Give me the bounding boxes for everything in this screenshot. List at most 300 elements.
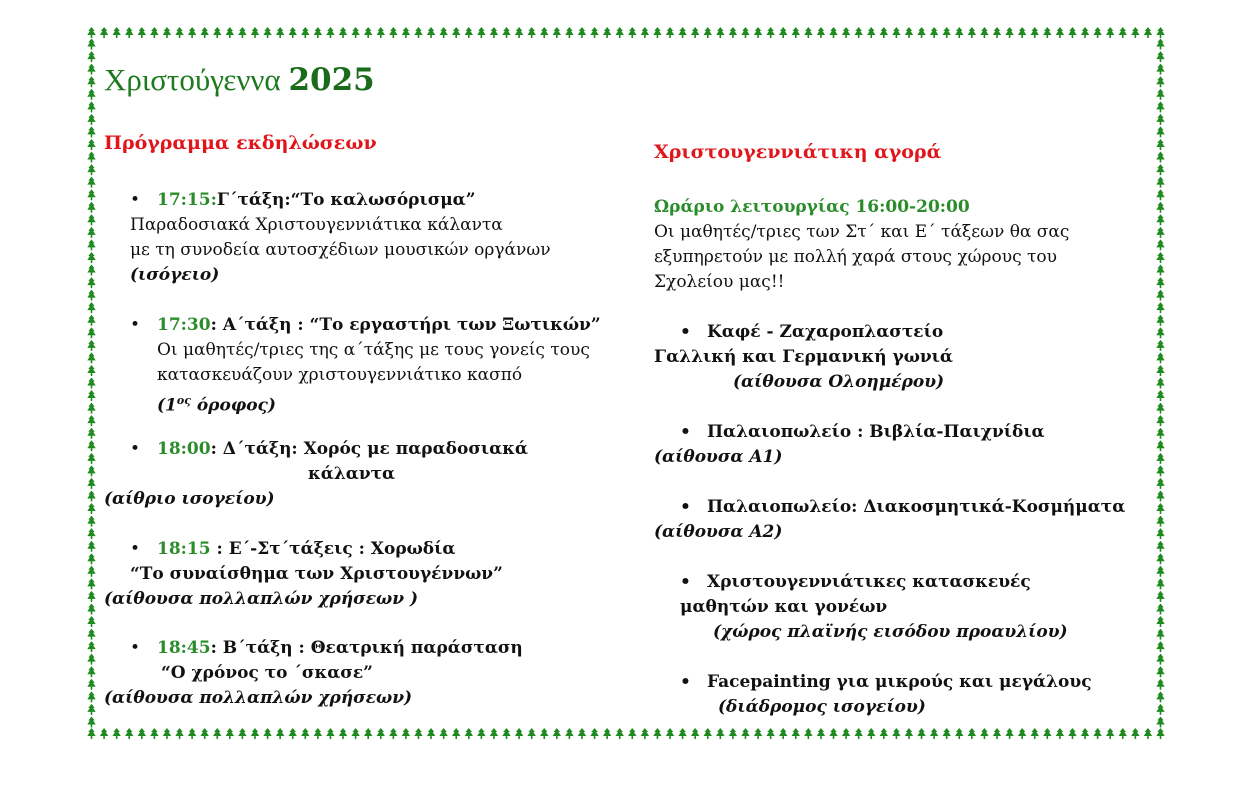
christmas-tree-icon xyxy=(1156,101,1164,112)
christmas-tree-icon xyxy=(854,27,862,38)
christmas-tree-icon xyxy=(188,27,196,38)
christmas-tree-icon xyxy=(1156,704,1164,715)
christmas-tree-icon xyxy=(87,164,95,175)
christmas-tree-icon xyxy=(439,728,447,739)
christmas-tree-icon xyxy=(1156,302,1164,313)
christmas-tree-icon xyxy=(1081,27,1089,38)
bullet-icon: • xyxy=(130,315,141,335)
program-event xyxy=(130,188,551,288)
christmas-tree-icon xyxy=(641,27,649,38)
christmas-tree-icon xyxy=(716,27,724,38)
christmas-tree-icon xyxy=(414,728,422,739)
christmas-tree-icon xyxy=(87,227,95,238)
christmas-tree-icon xyxy=(540,27,548,38)
christmas-tree-icon xyxy=(87,76,95,87)
christmas-tree-icon xyxy=(1156,76,1164,87)
christmas-tree-icon xyxy=(1156,390,1164,401)
christmas-tree-icon xyxy=(1156,553,1164,564)
christmas-tree-icon xyxy=(955,728,963,739)
christmas-tree-icon xyxy=(678,728,686,739)
christmas-tree-icon xyxy=(804,27,812,38)
christmas-tree-icon xyxy=(917,728,925,739)
christmas-tree-icon xyxy=(87,403,95,414)
bullet-icon: • xyxy=(130,539,141,559)
christmas-tree-icon xyxy=(905,728,913,739)
christmas-tree-icon xyxy=(87,603,95,614)
page-title xyxy=(104,62,375,98)
christmas-tree-icon xyxy=(1043,27,1051,38)
christmas-tree-icon xyxy=(238,27,246,38)
christmas-tree-icon xyxy=(452,27,460,38)
christmas-tree-icon xyxy=(1031,728,1039,739)
christmas-tree-icon xyxy=(87,51,95,62)
christmas-tree-icon xyxy=(87,528,95,539)
program-event xyxy=(130,313,601,419)
christmas-tree-icon xyxy=(1106,728,1114,739)
christmas-tree-icon xyxy=(125,728,133,739)
christmas-tree-icon xyxy=(779,728,787,739)
christmas-tree-icon xyxy=(943,728,951,739)
event-title: : Δ΄τάξη: Χορός με παραδοσιακά xyxy=(210,439,529,459)
christmas-tree-icon xyxy=(87,666,95,677)
christmas-tree-icon xyxy=(1081,728,1089,739)
stand-title: Facepainting για μικρούς και μεγάλους xyxy=(707,672,1092,692)
bullet-icon: • xyxy=(130,638,141,658)
event-time: 18:15 xyxy=(157,539,211,559)
christmas-tree-icon xyxy=(1156,64,1164,75)
christmas-tree-icon xyxy=(955,27,963,38)
christmas-tree-icon xyxy=(87,728,95,739)
christmas-tree-icon xyxy=(779,27,787,38)
christmas-tree-icon xyxy=(540,728,548,739)
christmas-tree-icon xyxy=(1156,415,1164,426)
christmas-tree-icon xyxy=(465,728,473,739)
christmas-tree-icon xyxy=(87,541,95,552)
christmas-tree-icon xyxy=(766,728,774,739)
intro-line: εξυπηρετούν με πολλή χαρά στους χώρους του xyxy=(654,247,1057,267)
christmas-tree-icon xyxy=(389,728,397,739)
christmas-tree-icon xyxy=(930,728,938,739)
program-event xyxy=(130,537,503,587)
christmas-tree-icon xyxy=(993,728,1001,739)
christmas-tree-icon xyxy=(880,728,888,739)
christmas-tree-icon xyxy=(704,728,712,739)
christmas-tree-icon xyxy=(1156,139,1164,150)
christmas-tree-icon xyxy=(87,327,95,338)
program-event xyxy=(130,437,528,487)
christmas-tree-icon xyxy=(364,728,372,739)
event-description: Οι μαθητές/τριες της α΄τάξης με τους γονείς τους xyxy=(157,340,590,360)
christmas-tree-icon xyxy=(1156,716,1164,727)
christmas-tree-icon xyxy=(87,553,95,564)
christmas-tree-icon xyxy=(87,64,95,75)
christmas-tree-icon xyxy=(339,728,347,739)
christmas-tree-icon xyxy=(87,302,95,313)
christmas-tree-icon xyxy=(1156,177,1164,188)
christmas-tree-icon xyxy=(87,365,95,376)
christmas-tree-icon xyxy=(188,728,196,739)
christmas-tree-icon xyxy=(754,27,762,38)
christmas-tree-icon xyxy=(251,728,259,739)
christmas-tree-icon xyxy=(490,728,498,739)
christmas-tree-icon xyxy=(1156,378,1164,389)
program-heading: Πρόγραμμα εκδηλώσεων xyxy=(104,132,377,154)
opening-hours: Ωράριο λειτουργίας 16:00-20:00 xyxy=(654,197,970,217)
christmas-tree-icon xyxy=(704,27,712,38)
christmas-tree-icon xyxy=(87,89,95,100)
christmas-tree-icon xyxy=(87,315,95,326)
christmas-tree-icon xyxy=(125,27,133,38)
christmas-tree-icon xyxy=(251,27,259,38)
christmas-tree-icon xyxy=(1131,27,1139,38)
christmas-tree-icon xyxy=(1005,728,1013,739)
christmas-tree-icon xyxy=(1156,478,1164,489)
christmas-tree-icon xyxy=(1156,503,1164,514)
christmas-tree-icon xyxy=(1156,265,1164,276)
christmas-tree-icon xyxy=(1156,578,1164,589)
christmas-tree-icon xyxy=(653,728,661,739)
christmas-tree-icon xyxy=(87,390,95,401)
event-place: (αίθουσα πολλαπλών χρήσεων) xyxy=(104,688,413,708)
christmas-tree-icon xyxy=(263,728,271,739)
christmas-tree-icon xyxy=(87,340,95,351)
stand-place: (χώρος πλαϊνής εισόδου προαυλίου) xyxy=(713,622,1068,642)
christmas-tree-icon xyxy=(1156,465,1164,476)
stand-title: Παλαιοπωλείο: Διακοσμητικά-Κοσμήματα xyxy=(707,497,1126,517)
christmas-tree-icon xyxy=(226,27,234,38)
christmas-tree-icon xyxy=(87,453,95,464)
christmas-tree-icon xyxy=(930,27,938,38)
christmas-tree-icon xyxy=(741,27,749,38)
christmas-tree-icon xyxy=(829,728,837,739)
christmas-tree-icon xyxy=(377,728,385,739)
christmas-tree-icon xyxy=(515,27,523,38)
christmas-tree-icon xyxy=(138,728,146,739)
christmas-tree-icon xyxy=(1093,27,1101,38)
christmas-tree-icon xyxy=(590,728,598,739)
event-title: Γ΄τάξη:“Το καλωσόρισμα” xyxy=(216,190,476,210)
market-heading: Χριστουγεννιάτικη αγορά xyxy=(654,141,942,163)
christmas-tree-icon xyxy=(527,27,535,38)
christmas-tree-icon xyxy=(1068,728,1076,739)
christmas-tree-icon xyxy=(87,478,95,489)
christmas-tree-icon xyxy=(439,27,447,38)
christmas-tree-icon xyxy=(1043,728,1051,739)
christmas-tree-icon xyxy=(1156,641,1164,652)
christmas-tree-icon xyxy=(1156,453,1164,464)
christmas-tree-icon xyxy=(666,27,674,38)
stand-title: Παλαιοπωλείο : Βιβλία-Παιχνίδια xyxy=(707,422,1045,442)
christmas-tree-icon xyxy=(289,27,297,38)
christmas-tree-icon xyxy=(1156,89,1164,100)
christmas-tree-icon xyxy=(943,27,951,38)
christmas-tree-icon xyxy=(867,728,875,739)
bullet-icon: • xyxy=(680,572,691,592)
christmas-tree-icon xyxy=(87,616,95,627)
christmas-tree-icon xyxy=(1106,27,1114,38)
christmas-tree-icon xyxy=(87,378,95,389)
christmas-tree-icon xyxy=(1156,252,1164,263)
christmas-tree-icon xyxy=(138,27,146,38)
intro-line: Σχολείου μας!! xyxy=(654,272,785,292)
christmas-tree-icon xyxy=(87,189,95,200)
christmas-tree-icon xyxy=(87,152,95,163)
christmas-tree-icon xyxy=(968,27,976,38)
christmas-tree-icon xyxy=(163,27,171,38)
christmas-tree-icon xyxy=(980,27,988,38)
christmas-tree-icon xyxy=(238,728,246,739)
christmas-tree-icon xyxy=(804,728,812,739)
christmas-tree-icon xyxy=(1068,27,1076,38)
christmas-tree-icon xyxy=(175,728,183,739)
christmas-tree-icon xyxy=(1156,403,1164,414)
bullet-icon: • xyxy=(680,497,691,517)
christmas-tree-icon xyxy=(1156,315,1164,326)
event-time: 17:15: xyxy=(157,190,217,210)
christmas-tree-icon xyxy=(1119,728,1127,739)
christmas-tree-icon xyxy=(829,27,837,38)
market-section xyxy=(654,141,1154,717)
christmas-tree-icon xyxy=(1156,528,1164,539)
christmas-tree-icon xyxy=(880,27,888,38)
christmas-tree-icon xyxy=(87,277,95,288)
christmas-tree-icon xyxy=(87,352,95,363)
christmas-tree-icon xyxy=(87,139,95,150)
christmas-tree-icon xyxy=(691,27,699,38)
christmas-tree-icon xyxy=(402,728,410,739)
bullet-icon: • xyxy=(680,322,691,342)
event-title-line2: κάλαντα xyxy=(308,464,396,484)
event-place: (ισόγειο) xyxy=(130,265,220,285)
event-time: 17:30 xyxy=(157,315,211,335)
christmas-tree-icon xyxy=(1156,214,1164,225)
christmas-tree-icon xyxy=(892,728,900,739)
christmas-tree-icon xyxy=(993,27,1001,38)
christmas-tree-icon xyxy=(628,27,636,38)
christmas-tree-icon xyxy=(326,728,334,739)
event-description: κατασκευάζουν χριστουγεννιάτικο κασπό xyxy=(157,365,523,385)
christmas-tree-icon xyxy=(200,728,208,739)
christmas-tree-icon xyxy=(603,27,611,38)
stand-title-line2: Γαλλική και Γερμανική γωνιά xyxy=(654,347,953,367)
christmas-tree-icon xyxy=(87,415,95,426)
christmas-tree-icon xyxy=(666,728,674,739)
christmas-tree-icon xyxy=(867,27,875,38)
christmas-tree-icon xyxy=(817,27,825,38)
event-title: : Β΄τάξη : Θεατρική παράσταση xyxy=(210,638,523,658)
christmas-tree-icon xyxy=(502,27,510,38)
christmas-tree-icon xyxy=(427,27,435,38)
christmas-tree-icon xyxy=(1156,490,1164,501)
christmas-tree-icon xyxy=(766,27,774,38)
christmas-tree-icon xyxy=(1156,603,1164,614)
christmas-tree-icon xyxy=(578,728,586,739)
christmas-tree-icon xyxy=(150,27,158,38)
christmas-tree-icon xyxy=(112,728,120,739)
event-title-line2: “Το συναίσθημα των Χριστουγέννων” xyxy=(130,564,503,584)
christmas-tree-icon xyxy=(1156,327,1164,338)
event-place: (αίθουσα πολλαπλών χρήσεων ) xyxy=(104,589,418,609)
christmas-tree-icon xyxy=(87,440,95,451)
event-title: : Ε΄-Στ΄τάξεις : Χορωδία xyxy=(210,539,456,559)
christmas-tree-icon xyxy=(1144,728,1152,739)
christmas-tree-icon xyxy=(87,214,95,225)
christmas-tree-icon xyxy=(301,728,309,739)
bullet-icon: • xyxy=(130,190,141,210)
christmas-tree-icon xyxy=(616,27,624,38)
event-title-line2: “Ο χρόνος το ΄σκασε” xyxy=(161,663,373,683)
christmas-tree-icon xyxy=(980,728,988,739)
christmas-tree-icon xyxy=(1056,27,1064,38)
bullet-icon: • xyxy=(680,422,691,442)
christmas-tree-icon xyxy=(87,716,95,727)
stand-place: (διάδρομος ισογείου) xyxy=(718,697,926,717)
christmas-tree-icon xyxy=(87,704,95,715)
christmas-tree-icon xyxy=(917,27,925,38)
christmas-tree-icon xyxy=(276,728,284,739)
christmas-tree-icon xyxy=(1156,691,1164,702)
christmas-tree-icon xyxy=(100,728,108,739)
christmas-tree-icon xyxy=(289,728,297,739)
christmas-tree-icon xyxy=(351,27,359,38)
christmas-tree-icon xyxy=(1156,290,1164,301)
market-stand xyxy=(680,670,1092,695)
stand-place: (αίθουσα Α1) xyxy=(654,447,783,467)
christmas-tree-icon xyxy=(1056,728,1064,739)
christmas-tree-icon xyxy=(1156,654,1164,665)
market-intro xyxy=(654,195,1069,295)
christmas-tree-icon xyxy=(226,728,234,739)
christmas-tree-icon xyxy=(87,114,95,125)
program-section xyxy=(104,132,624,708)
christmas-tree-icon xyxy=(414,27,422,38)
christmas-tree-icon xyxy=(817,728,825,739)
christmas-tree-icon xyxy=(150,728,158,739)
christmas-tree-icon xyxy=(1018,27,1026,38)
christmas-tree-icon xyxy=(87,27,95,38)
bullet-icon: • xyxy=(680,672,691,692)
christmas-tree-icon xyxy=(1031,27,1039,38)
christmas-tree-icon xyxy=(1156,352,1164,363)
christmas-tree-icon xyxy=(87,177,95,188)
stand-title-line2: μαθητών και γονέων xyxy=(680,597,888,617)
christmas-tree-icon xyxy=(641,728,649,739)
christmas-tree-icon xyxy=(1156,666,1164,677)
event-place: ($1^{o\varsigma}$ όροφος) xyxy=(157,394,276,416)
christmas-tree-icon xyxy=(87,202,95,213)
christmas-tree-icon xyxy=(1156,616,1164,627)
title-year: 2025 xyxy=(288,62,375,98)
christmas-tree-icon xyxy=(502,728,510,739)
christmas-tree-icon xyxy=(1156,27,1164,38)
christmas-tree-icon xyxy=(1156,114,1164,125)
christmas-tree-icon xyxy=(1156,277,1164,288)
market-stand xyxy=(680,320,943,345)
christmas-tree-icon xyxy=(87,490,95,501)
christmas-tree-icon xyxy=(691,728,699,739)
christmas-tree-icon xyxy=(1156,591,1164,602)
stand-title: Χριστουγεννιάτικες κατασκευές xyxy=(707,572,1031,592)
christmas-tree-icon xyxy=(477,728,485,739)
christmas-tree-icon xyxy=(792,27,800,38)
christmas-tree-icon xyxy=(100,27,108,38)
christmas-tree-icon xyxy=(87,578,95,589)
christmas-tree-icon xyxy=(87,265,95,276)
christmas-tree-icon xyxy=(565,728,573,739)
christmas-tree-icon xyxy=(1131,728,1139,739)
christmas-tree-icon xyxy=(87,654,95,665)
stand-title: Καφέ - Ζαχαροπλαστείο xyxy=(707,322,944,342)
christmas-tree-icon xyxy=(729,27,737,38)
christmas-tree-icon xyxy=(553,27,561,38)
christmas-tree-icon xyxy=(87,629,95,640)
stand-place: (αίθουσα Α2) xyxy=(654,522,783,542)
market-stand xyxy=(680,420,1045,445)
christmas-tree-icon xyxy=(276,27,284,38)
christmas-tree-icon xyxy=(87,39,95,50)
christmas-tree-icon xyxy=(87,126,95,137)
event-description: με τη συνοδεία αυτοσχέδιων μουσικών οργάνων xyxy=(130,240,551,260)
christmas-tree-icon xyxy=(87,239,95,250)
christmas-tree-icon xyxy=(603,728,611,739)
christmas-tree-icon xyxy=(729,728,737,739)
christmas-tree-icon xyxy=(314,728,322,739)
christmas-tree-icon xyxy=(1156,202,1164,213)
christmas-tree-icon xyxy=(1156,516,1164,527)
christmas-tree-icon xyxy=(1156,152,1164,163)
christmas-tree-icon xyxy=(578,27,586,38)
christmas-tree-icon xyxy=(1156,189,1164,200)
market-stand xyxy=(680,570,1031,620)
program-event xyxy=(130,636,523,686)
christmas-tree-icon xyxy=(87,290,95,301)
christmas-tree-icon xyxy=(87,679,95,690)
christmas-tree-icon xyxy=(1119,27,1127,38)
christmas-tree-icon xyxy=(1156,428,1164,439)
christmas-tree-icon xyxy=(465,27,473,38)
bullet-icon: • xyxy=(130,439,141,459)
event-description: Παραδοσιακά Χριστουγεννιάτικα κάλαντα xyxy=(130,215,503,235)
event-time: 18:00 xyxy=(157,439,211,459)
christmas-tree-icon xyxy=(1156,39,1164,50)
christmas-tree-icon xyxy=(452,728,460,739)
christmas-tree-icon xyxy=(263,27,271,38)
christmas-tree-icon xyxy=(1156,126,1164,137)
christmas-tree-icon xyxy=(87,641,95,652)
christmas-tree-icon xyxy=(1093,728,1101,739)
christmas-tree-icon xyxy=(175,27,183,38)
christmas-tree-icon xyxy=(527,728,535,739)
christmas-tree-icon xyxy=(1156,365,1164,376)
christmas-tree-icon xyxy=(1156,51,1164,62)
market-stand xyxy=(680,495,1125,520)
stand-place: (αίθουσα Ολοημέρου) xyxy=(733,372,945,392)
intro-line: Οι μαθητές/τριες των Στ΄ και Ε΄ τάξεων θα σας xyxy=(654,222,1070,242)
event-place: (αίθριο ισογείου) xyxy=(104,489,275,509)
christmas-tree-icon xyxy=(1156,679,1164,690)
christmas-tree-icon xyxy=(1156,566,1164,577)
title-text: Χριστούγεννα xyxy=(104,62,281,97)
christmas-tree-icon xyxy=(968,728,976,739)
christmas-tree-icon xyxy=(1156,227,1164,238)
christmas-tree-icon xyxy=(854,728,862,739)
christmas-tree-icon xyxy=(553,728,561,739)
christmas-tree-icon xyxy=(1144,27,1152,38)
christmas-tree-icon xyxy=(792,728,800,739)
christmas-tree-icon xyxy=(427,728,435,739)
christmas-tree-icon xyxy=(377,27,385,38)
christmas-tree-icon xyxy=(87,503,95,514)
